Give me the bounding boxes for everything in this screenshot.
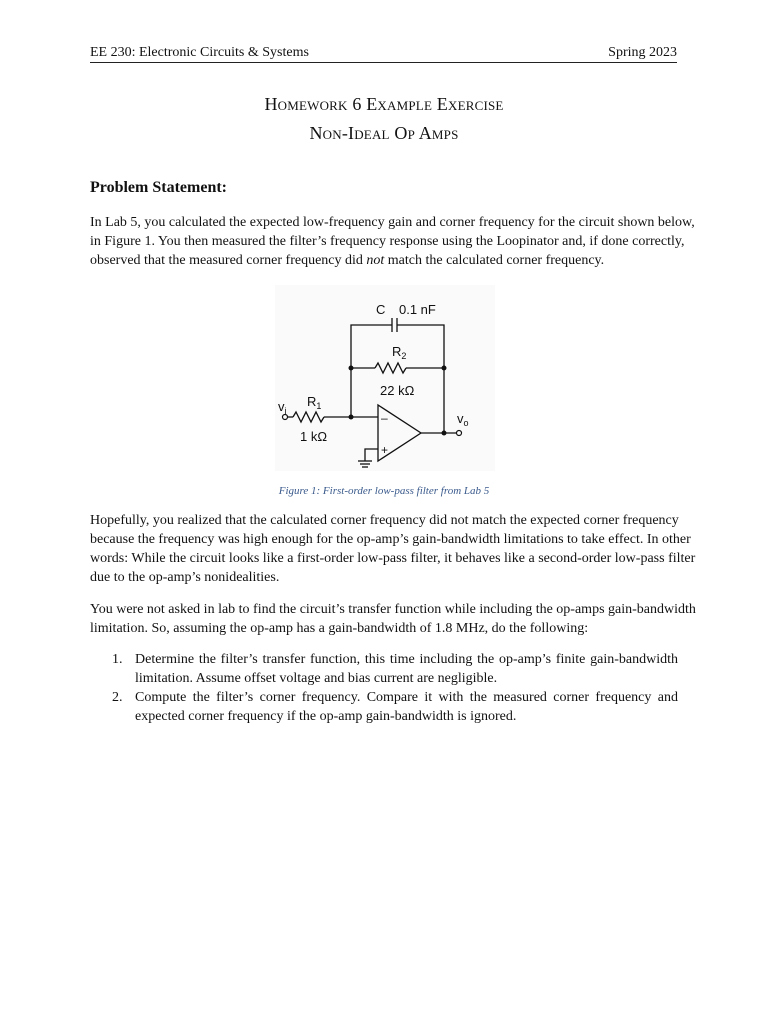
node-top-right bbox=[442, 366, 447, 371]
intro-emphasis: not bbox=[366, 253, 385, 268]
intro-line-1: In Lab 5, you calculated the expected low-frequency gain and corner frequency for the circuit shown below, bbox=[90, 215, 695, 230]
intro-line-3 bbox=[90, 251, 678, 270]
intro-paragraph bbox=[90, 213, 695, 270]
list-number: 1. bbox=[112, 652, 123, 667]
r2-value: 22 kΩ bbox=[380, 383, 415, 398]
vout-label bbox=[457, 411, 469, 428]
intro-line-3b: match the calculated corner frequency. bbox=[384, 253, 605, 268]
cap-value: 0.1 nF bbox=[399, 302, 436, 317]
circuit-diagram bbox=[275, 285, 495, 471]
circuit-figure bbox=[275, 285, 495, 471]
vin-label bbox=[278, 399, 287, 416]
node-inverting bbox=[349, 415, 354, 420]
task-2-line-1: Compute the filter’s corner frequency. Compare it with the measured corner frequency and bbox=[135, 690, 678, 705]
task-list bbox=[90, 650, 678, 726]
cap-wire-left bbox=[351, 325, 392, 368]
hopefully-paragraph bbox=[90, 511, 696, 587]
r2-label-sub: 2 bbox=[401, 351, 407, 361]
assumption-paragraph bbox=[90, 600, 696, 638]
opamp-minus: – bbox=[381, 411, 388, 425]
page-header bbox=[90, 44, 677, 63]
para3-line-1: You were not asked in lab to find the circuit’s transfer function while including the op-amps gain-bandwidth bbox=[90, 602, 696, 617]
task-2-line-2: expected corner frequency if the op-amp gain-bandwidth is ignored. bbox=[135, 709, 517, 724]
vout-label-main: v bbox=[457, 411, 464, 426]
cap-wire-right bbox=[397, 325, 444, 368]
list-item bbox=[90, 650, 678, 688]
noninv-ground-wire bbox=[365, 449, 378, 461]
cap-label: C bbox=[376, 302, 386, 317]
node-output bbox=[442, 431, 447, 436]
opamp-plus: + bbox=[381, 443, 389, 457]
para2-line-3: words: While the circuit looks like a first-order low-pass filter, it behaves like a second-order low-pass filter bbox=[90, 551, 696, 566]
resistor-r1 bbox=[293, 412, 324, 422]
course-name: EE 230: Electronic Circuits & Systems bbox=[90, 45, 309, 60]
vout-label-sub: o bbox=[463, 418, 469, 428]
para3-line-2: limitation. So, assuming the op-amp has a gain-bandwidth of 1.8 MHz, do the following: bbox=[90, 621, 589, 636]
r2-label-main: R bbox=[392, 344, 402, 359]
vin-label-sub: i bbox=[284, 406, 287, 416]
term: Spring 2023 bbox=[608, 45, 677, 60]
node-top-left bbox=[349, 366, 354, 371]
resistor-r2 bbox=[375, 363, 406, 373]
list-number: 2. bbox=[112, 690, 123, 705]
vin-label-main: v bbox=[278, 399, 285, 414]
document-title: Homework 6 Example Exercise bbox=[264, 94, 504, 114]
document-subtitle: Non-Ideal Op Amps bbox=[309, 123, 459, 143]
task-1-line-1: Determine the filter’s transfer function, this time including the op-amp’s finite gain-bandwidth bbox=[135, 652, 678, 667]
r2-label bbox=[392, 344, 406, 361]
figure-caption: Figure 1: First-order low-pass filter from Lab 5 bbox=[278, 485, 490, 497]
r1-label-sub: 1 bbox=[316, 401, 322, 411]
para2-line-4: due to the op-amp’s nonidealities. bbox=[90, 570, 280, 585]
para2-line-2: because the frequency was high enough for the op-amp’s gain-bandwidth limitations to take effect. In other bbox=[90, 532, 691, 547]
list-item bbox=[90, 688, 678, 726]
intro-line-3a: observed that the measured corner frequency did bbox=[90, 253, 367, 268]
output-terminal bbox=[457, 431, 462, 436]
r1-label-main: R bbox=[307, 394, 317, 409]
problem-statement-heading: Problem Statement: bbox=[90, 179, 227, 196]
para2-line-1: Hopefully, you realized that the calculated corner frequency did not match the expected corner frequency bbox=[90, 513, 679, 528]
task-1-line-2: limitation. Assume offset voltage and bias current are negligible. bbox=[135, 671, 498, 686]
intro-line-2: in Figure 1. You then measured the filter’s frequency response using the Loopinator and, if done correctly, bbox=[90, 234, 685, 249]
r1-value: 1 kΩ bbox=[300, 429, 328, 444]
r1-label bbox=[307, 394, 321, 411]
